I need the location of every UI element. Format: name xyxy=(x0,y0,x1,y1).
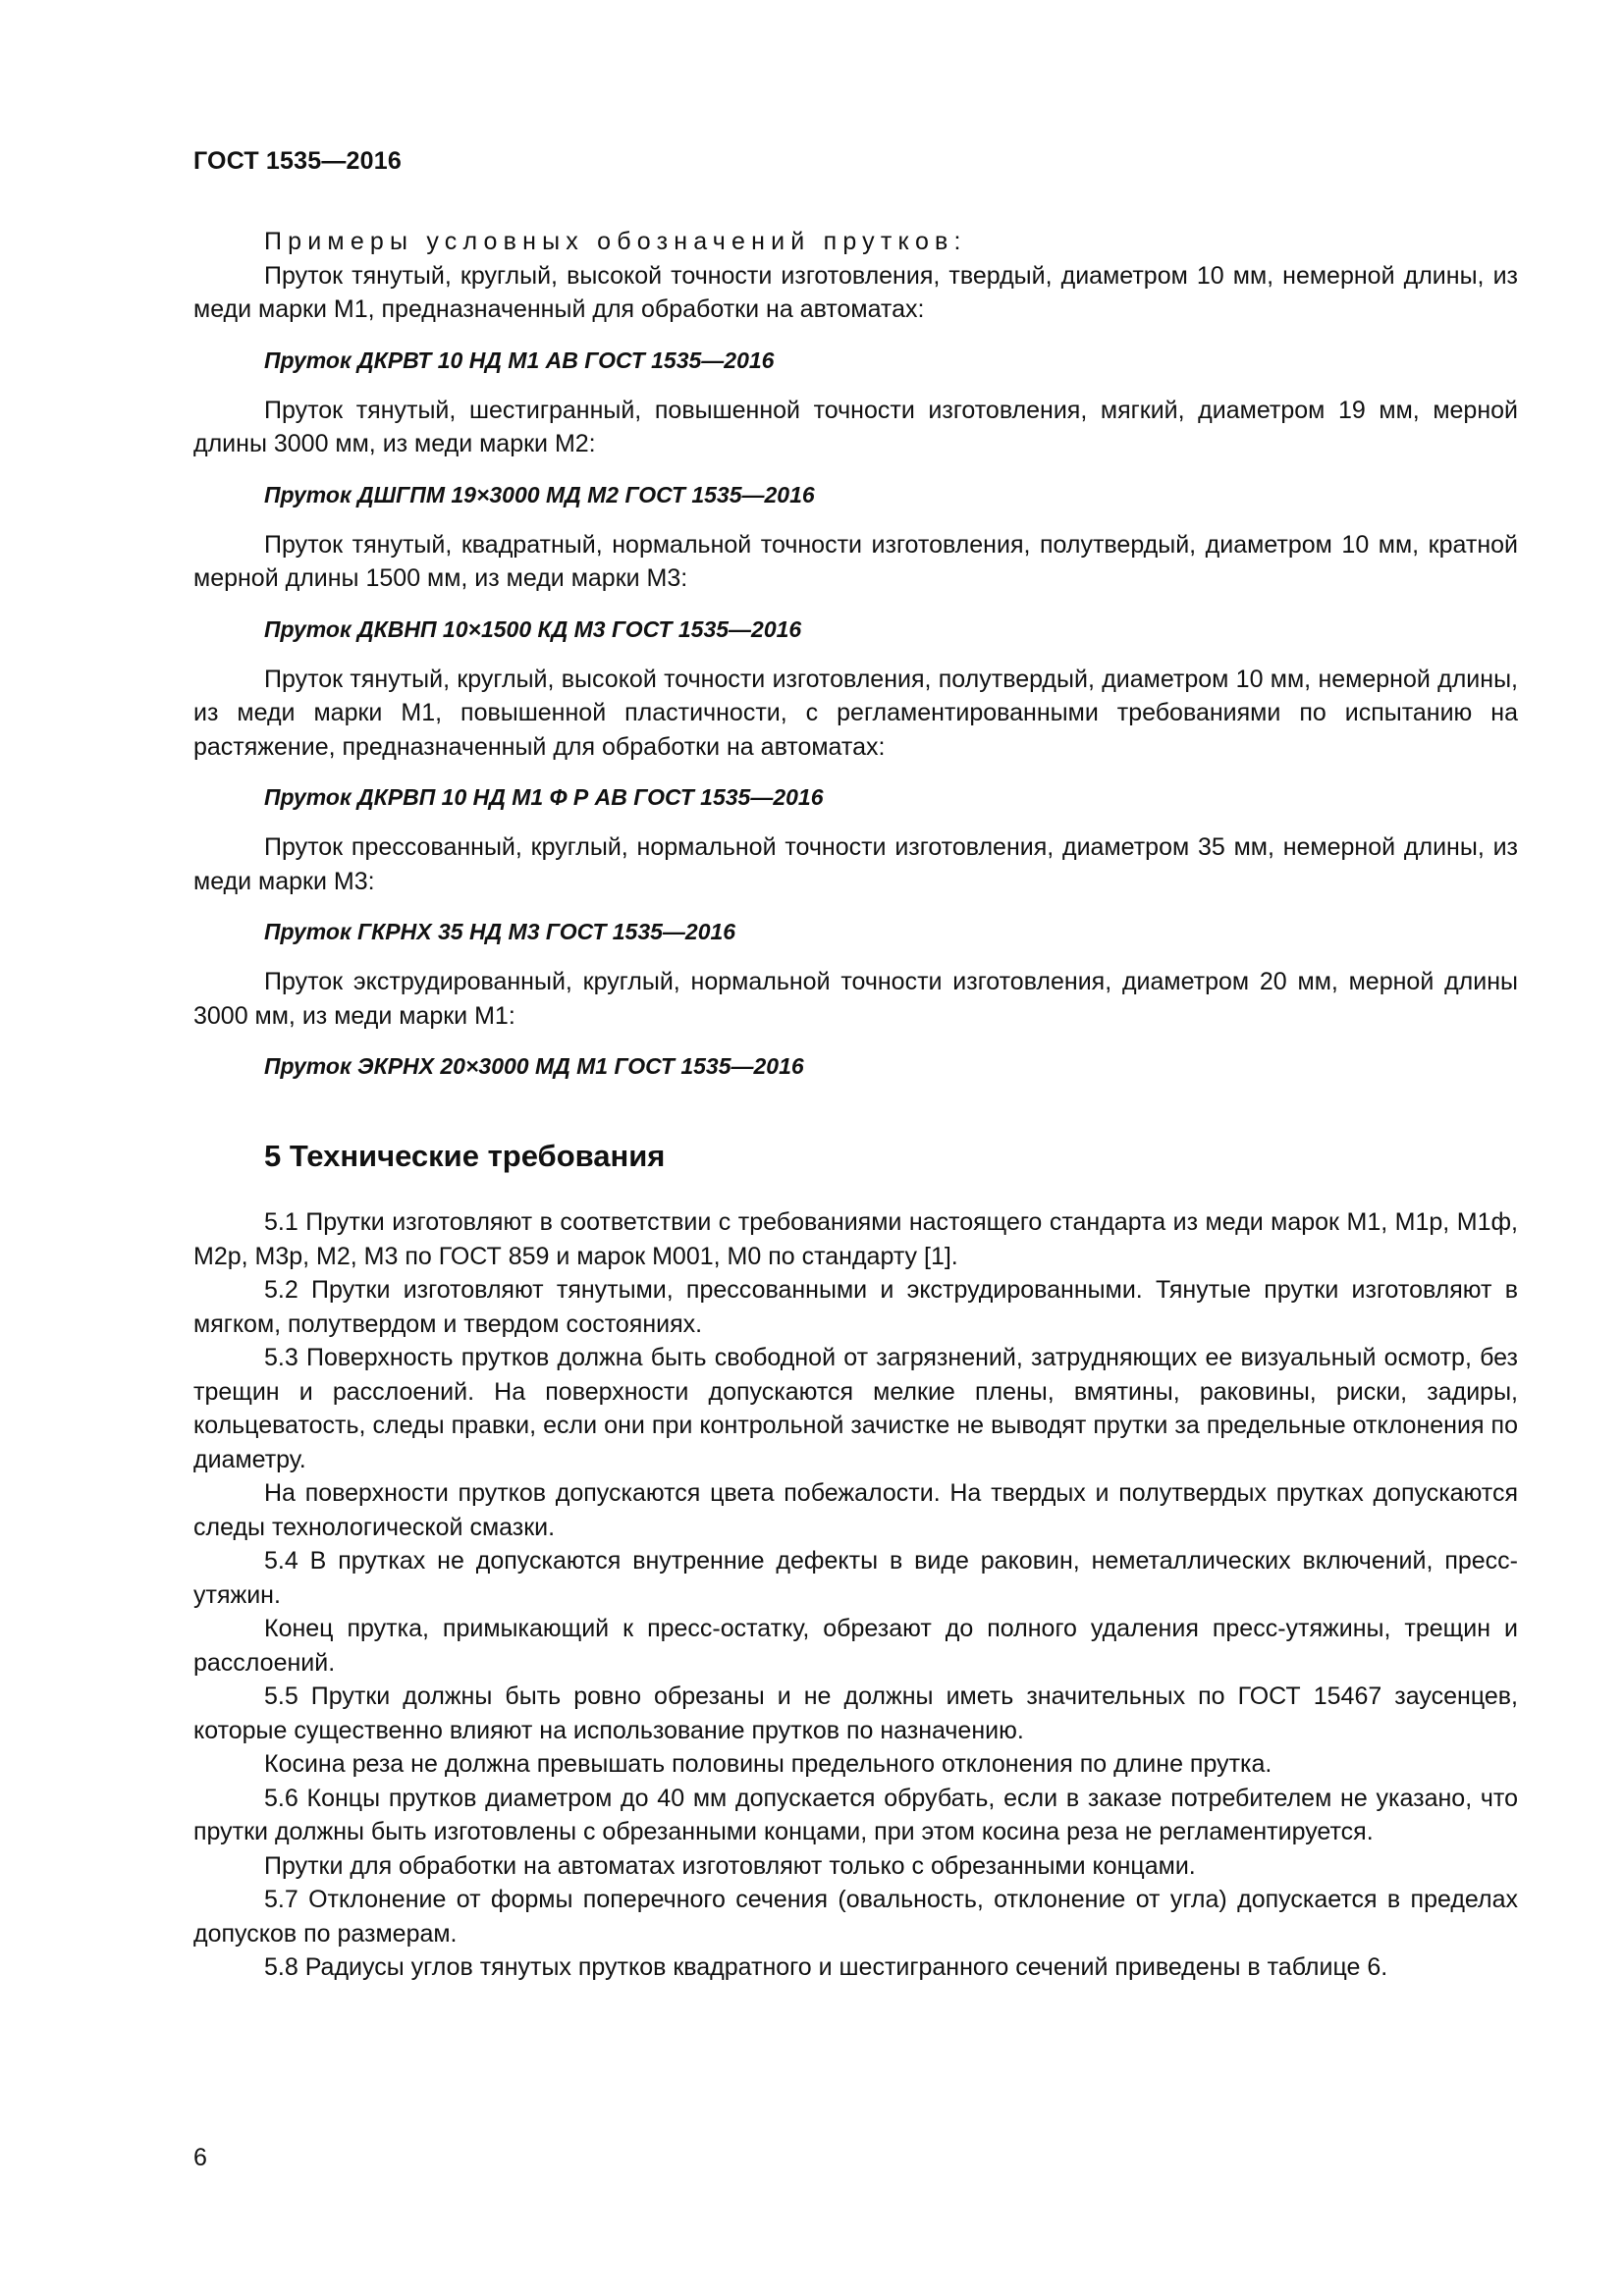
example-description: Пруток прессованный, круглый, нормальной точности изготовления, диаметром 35 мм, немерной длины, из меди марки М3: xyxy=(193,833,1518,895)
clause-paragraph: Конец прутка, примыкающий к пресс-остатку, обрезают до полного удаления пресс-утяжины, трещин и расслоений. xyxy=(193,1615,1518,1677)
clause-paragraph: 5.5 Прутки должны быть ровно обрезаны и не должны иметь значительных по ГОСТ 15467 заусенцев, которые существенно влияют на использование прутков по назначению. xyxy=(193,1682,1518,1744)
page-body xyxy=(193,225,1518,1985)
page-number: 6 xyxy=(193,2144,207,2171)
document-header: ГОСТ 1535—2016 xyxy=(193,147,402,175)
example-designation: Пруток ДШГПМ 19×3000 МД М2 ГОСТ 1535—2016 xyxy=(264,481,815,507)
example-description: Пруток тянутый, круглый, высокой точности изготовления, полутвердый, диаметром 10 мм, немерной длины, из меди марки М1, повышенной пластичности, с регламентированными требованиями по испытанию на растяжение, предназначенный для обработки на автоматах: xyxy=(193,665,1518,761)
example-description: Пруток экструдированный, круглый, нормальной точности изготовления, диаметром 20 мм, мерной длины 3000 мм, из меди марки М1: xyxy=(193,968,1518,1030)
clause-paragraph: 5.8 Радиусы углов тянутых прутков квадратного и шестигранного сечений приведены в таблице 6. xyxy=(264,1953,1388,1981)
example-description: Пруток тянутый, квадратный, нормальной точности изготовления, полутвердый, диаметром 10 мм, кратной мерной длины 1500 мм, из меди марки М3: xyxy=(193,530,1518,592)
example-designation: Пруток ДКРВП 10 НД М1 Ф Р АВ ГОСТ 1535—2016 xyxy=(264,784,824,810)
clause-paragraph: 5.6 Концы прутков диаметром до 40 мм допускается обрубать, если в заказе потребителем не указано, что прутки должны быть изготовлены с обрезанными концами, при этом косина реза не регламентируется. xyxy=(193,1784,1518,1845)
clause-paragraph: Прутки для обработки на автоматах изготовляют только с обрезанными концами. xyxy=(264,1851,1196,1880)
example-description: Пруток тянутый, круглый, высокой точности изготовления, твердый, диаметром 10 мм, немерной длины, из меди марки М1, предназначенный для обработки на автоматах: xyxy=(193,261,1518,323)
clause-paragraph: На поверхности прутков допускаются цвета побежалости. На твердых и полутвердых прутках допускаются следы технологической смазки. xyxy=(193,1479,1518,1541)
example-designation: Пруток ДКРВТ 10 НД М1 АВ ГОСТ 1535—2016 xyxy=(264,347,775,373)
examples-intro: Примеры условных обозначений прутков: xyxy=(264,228,967,255)
example-description: Пруток тянутый, шестигранный, повышенной точности изготовления, мягкий, диаметром 19 мм, мерной длины 3000 мм, из меди марки М2: xyxy=(193,396,1518,457)
clause-paragraph: 5.1 Прутки изготовляют в соответствии с требованиями настоящего стандарта из меди марок М1, М1р, М1ф, М2р, М3р, М2, М3 по ГОСТ 859 и марок М001, М0 по стандарту [1]. xyxy=(193,1208,1518,1270)
clause-paragraph: 5.4 В прутках не допускаются внутренние дефекты в виде раковин, неметаллических включений, пресс-утяжин. xyxy=(193,1547,1518,1609)
section-title: 5 Технические требования xyxy=(264,1139,666,1173)
example-designation: Пруток ЭКРНХ 20×3000 МД М1 ГОСТ 1535—2016 xyxy=(264,1053,804,1079)
example-designation: Пруток ГКРНХ 35 НД М3 ГОСТ 1535—2016 xyxy=(264,919,736,944)
clause-paragraph: 5.7 Отклонение от формы поперечного сечения (овальность, отклонение от угла) допускается в пределах допусков по размерам. xyxy=(193,1886,1518,1948)
clause-paragraph: 5.3 Поверхность прутков должна быть свободной от загрязнений, затрудняющих ее визуальный осмотр, без трещин и расслоений. На поверхности допускаются мелкие плены, вмятины, раковины, риски, задиры, кольцеватость, следы правки, если они при контрольной зачистке не выводят прутки за предельные отклонения по диаметру. xyxy=(193,1344,1518,1473)
clause-paragraph: Косина реза не должна превышать половины предельного отклонения по длине прутка. xyxy=(264,1750,1272,1778)
example-designation: Пруток ДКВНП 10×1500 КД М3 ГОСТ 1535—2016 xyxy=(264,615,802,642)
clause-paragraph: 5.2 Прутки изготовляют тянутыми, прессованными и экструдированными. Тянутые прутки изготовляют в мягком, полутвердом и твердом состояниях. xyxy=(193,1276,1518,1338)
